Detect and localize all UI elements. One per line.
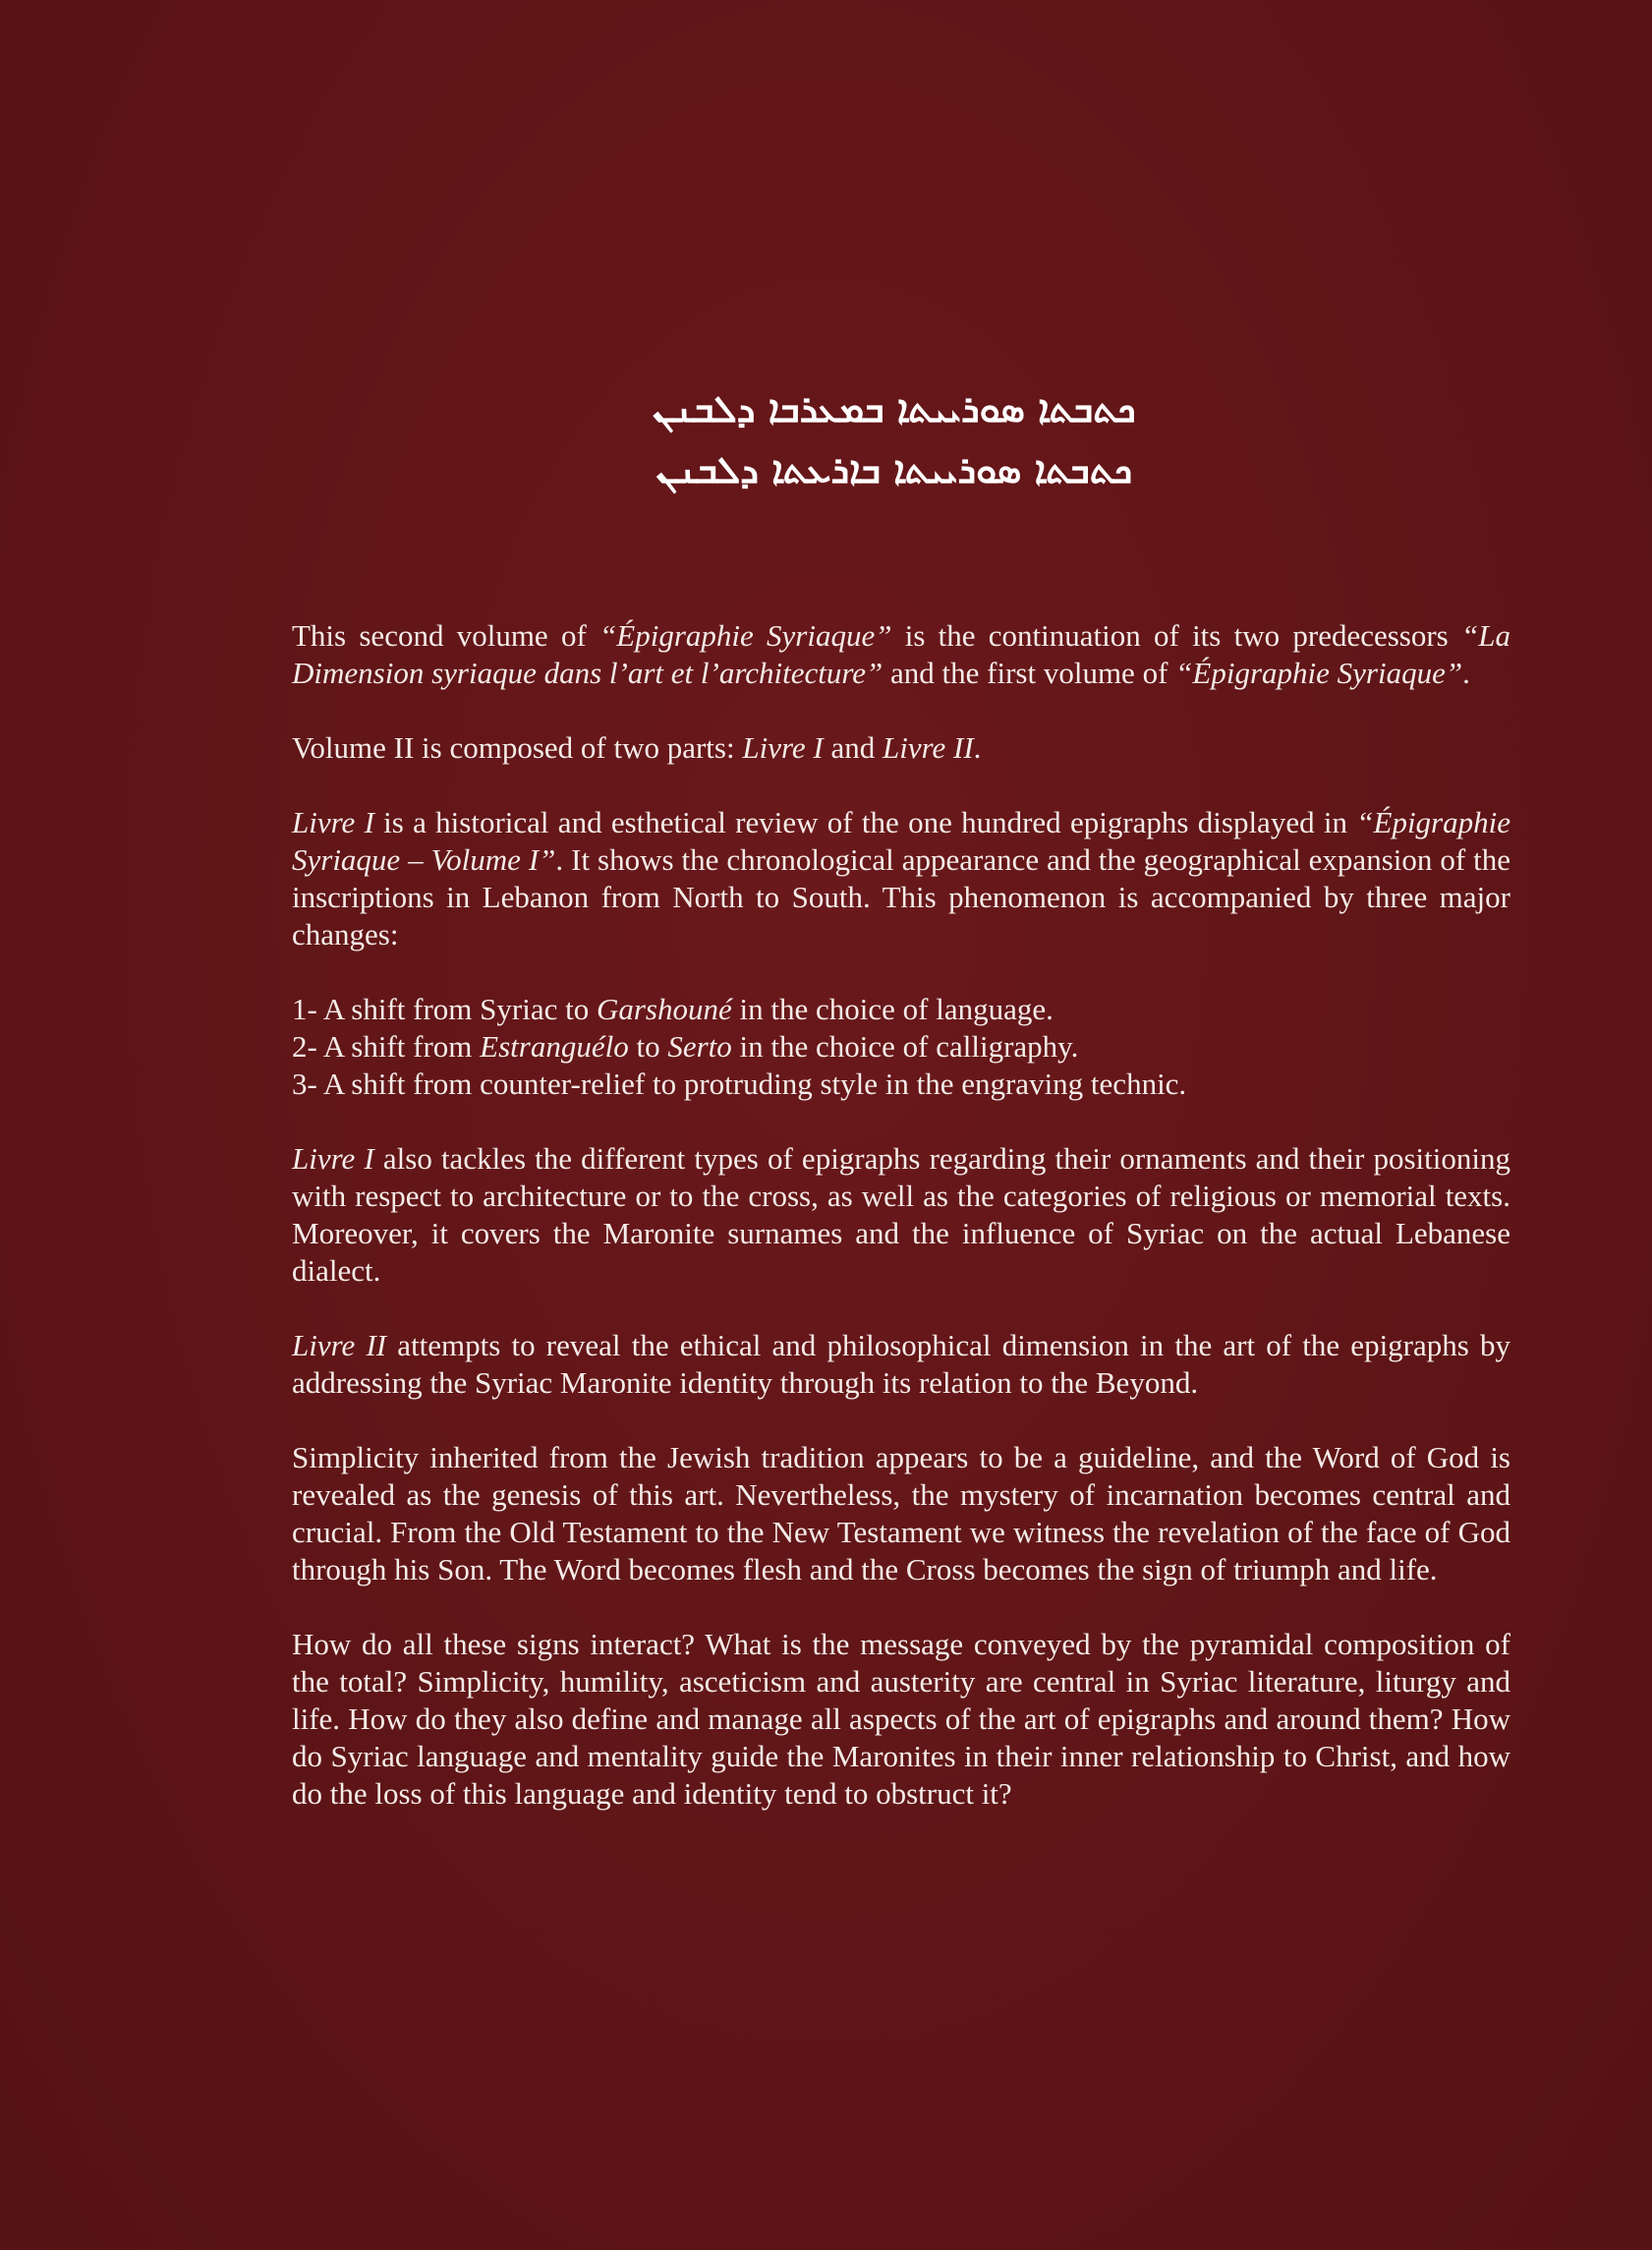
syriac-title xyxy=(550,378,1238,500)
part-title: Livre I xyxy=(292,1141,374,1176)
part-title: Livre II xyxy=(292,1328,387,1362)
syriac-title-line-1: ܟܬܒܬܐ ܣܘܪܝܝܬܐ ܒܡܥܪܒܐ ܕܠܒܢܢ xyxy=(653,387,1136,431)
list-item: 1- A shift from Syriac to Garshouné in the choice of language. xyxy=(292,992,1054,1026)
book-title: “Épigraphie Syriaque” xyxy=(599,618,892,653)
text-run: also tackles the different types of epigraphs regarding their ornaments and their positioning with respect to architecture or to the cross, as well as the categories of religious or memorial texts. Moreover, it covers the Maronite surnames and the influence of Syriac on the actual Lebanese dialect. xyxy=(292,1141,1511,1288)
changes-list xyxy=(292,991,1510,1103)
list-item: 3- A shift from counter-relief to protruding style in the engraving technic. xyxy=(292,1067,1187,1101)
paragraph-questions: How do all these signs interact? What is the message conveyed by the pyramidal composition of the total? Simplicity, humility, asceticism and austerity are central in Syriac literature, liturgy and life. How do they also define and manage all aspects of the art of epigraphs and around them? How do Syriac language and mentality guide the Maronites in their inner relationship to Christ, and how do the loss of this language and identity tend to obstruct it? xyxy=(292,1627,1510,1811)
book-title: “La Dimension syriaque dans l’art et l’architecture” xyxy=(292,618,1510,690)
part-title: Livre I xyxy=(292,805,374,839)
book-title: “Épigraphie Syriaque – Volume I” xyxy=(292,805,1510,877)
text-run: This second volume of xyxy=(292,618,600,653)
syriac-title-line-2: ܟܬܒܬܐ ܣܘܪܝܝܬܐ ܒܐܪܥܬܐ ܕܠܒܢܢ xyxy=(655,448,1133,491)
paragraph-simplicity: Simplicity inherited from the Jewish tradition appears to be a guideline, and the Word of God is revealed as the genesis of this art. Nevertheless, the mystery of incarnation becomes central and crucial. From the Old Testament to the New Testament we witness the revelation of the face of God through his Son. The Word becomes flesh and the Cross becomes the sign of triumph and life. xyxy=(292,1440,1510,1587)
book-title: “Épigraphie Syriaque” xyxy=(1175,656,1463,690)
text-run: . xyxy=(1462,656,1470,690)
part-title: Livre I xyxy=(742,730,824,765)
part-title: Livre II xyxy=(882,730,974,765)
text-run: Volume II is composed of two parts: xyxy=(292,730,743,765)
paragraph-volume-parts xyxy=(292,729,1510,767)
blurb-text xyxy=(292,617,1510,1850)
paragraph-livre-two xyxy=(292,1327,1510,1402)
text-run: is a historical and esthetical review of the one hundred epigraphs displayed in xyxy=(373,805,1357,839)
list-item: 2- A shift from Estranguélo to Serto in the choice of calligraphy. xyxy=(292,1029,1079,1064)
text-run: attempts to reveal the ethical and philosophical dimension in the art of the epigraphs by addressing the Syriac Maronite identity through its relation to the Beyond. xyxy=(292,1328,1511,1400)
text-run: and the first volume of xyxy=(883,656,1176,690)
paragraph-intro xyxy=(292,617,1510,692)
text-run: is the continuation of its two predecessors xyxy=(891,618,1461,653)
text-run: . It shows the chronological appearance and the geographical expansion of the inscriptions in Lebanon from North to South. This phenomenon is accompanied by three major changes: xyxy=(292,842,1510,952)
text-run: . xyxy=(973,730,982,765)
paragraph-livre-one-types xyxy=(292,1140,1510,1290)
text-run: and xyxy=(823,730,883,765)
paragraph-livre-one xyxy=(292,804,1510,953)
